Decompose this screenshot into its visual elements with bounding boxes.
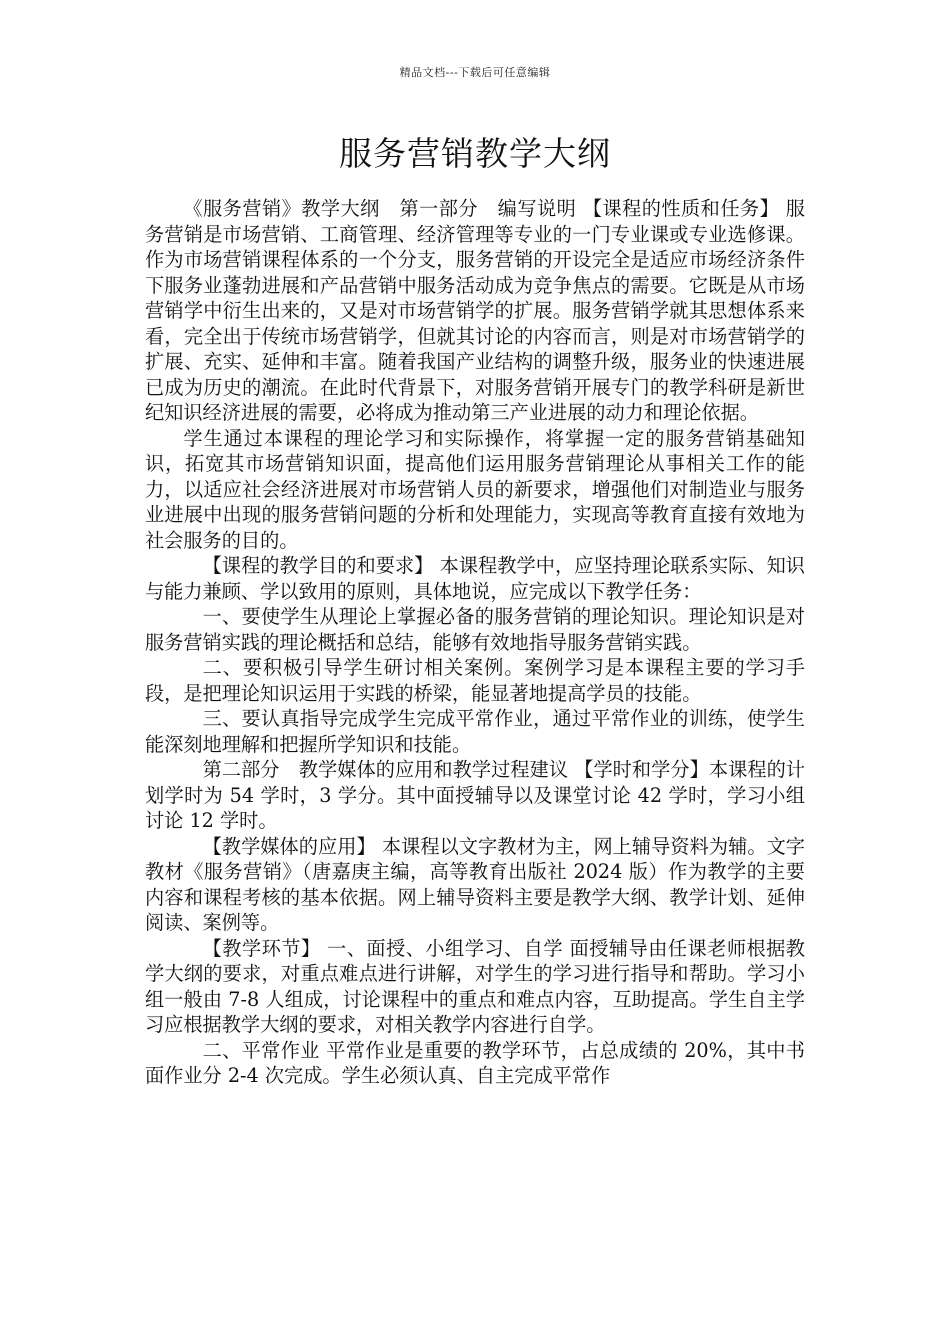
paragraph-teaching-media: 【教学媒体的应用】 本课程以文字教材为主，网上辅导资料为辅。文字教材《服务营销》（唐嘉庚主编，高等教育出版社 2024 版）作为教学的主要内容和课程考核的基本依据。网上辅导资料主要是教学大纲、教学计划、延伸阅读、案例等。 [145, 834, 805, 934]
paragraph-teaching-goals: 【课程的教学目的和要求】 本课程教学中，应坚持理论联系实际、知识与能力兼顾、学以致用的原则，具体地说，应完成以下教学任务： [145, 554, 805, 603]
document-title: 服务营销教学大纲 [339, 134, 611, 173]
paragraph-teaching-steps: 【教学环节】 一、面授、小组学习、自学 面授辅导由任课老师根据教学大纲的要求，对重点难点进行讲解，对学生的学习进行指导和帮助。学习小组一般由 7-8 人组成，讨论课程中的重点和难点内容，互助提高。学生自主学习应根据教学大纲的要求，对相关教学内容进行自学。 [145, 936, 805, 1036]
paragraph-goal-three: 三、要认真指导完成学生完成平常作业，通过平常作业的训练，使学生能深刻地理解和把握所学知识和技能。 [145, 707, 805, 756]
paragraph-goal-two: 二、要积极引导学生研讨相关案例。案例学习是本课程主要的学习手段，是把理论知识运用于实践的桥梁，能显著地提高学员的技能。 [145, 656, 805, 705]
document-body [145, 196, 805, 1089]
paragraph-learning-outcomes: 学生通过本课程的理论学习和实际操作，将掌握一定的服务营销基础知识，拓宽其市场营销知识面，提高他们运用服务营销理论从事相关工作的能力，以适应社会经济进展对市场营销人员的新要求，增强他们对制造业与服务业进展中出现的服务营销问题的分析和处理能力，实现高等教育直接有效地为社会服务的目的。 [145, 426, 805, 552]
paragraph-course-nature: 《服务营销》教学大纲 第一部分 编写说明 【课程的性质和任务】 服务营销是市场营销、工商管理、经济管理等专业的一门专业课或专业选修课。作为市场营销课程体系的一个分支，服务营销的开设完全是适应市场经济条件下服务业蓬勃进展和产品营销中服务活动成为竞争焦点的需要。它既是从市场营销学中衍生出来的，又是对市场营销学的扩展。服务营销学就其思想体系来看，完全出于传统市场营销学，但就其讨论的内容而言，则是对市场营销学的扩展、充实、延伸和丰富。随着我国产业结构的调整升级，服务业的快速进展已成为历史的潮流。在此时代背景下，对服务营销开展专门的教学科研是新世纪知识经济进展的需要，必将成为推动第三产业进展的动力和理论依据。 [145, 197, 805, 424]
header-note: 精品文档---下载后可任意编辑 [399, 66, 551, 79]
paragraph-homework: 二、平常作业 平常作业是重要的教学环节，占总成绩的 20%，其中书面作业分 2-4 次完成。学生必须认真、自主完成平常作 [145, 1038, 805, 1087]
paragraph-part-two-hours: 第二部分 教学媒体的应用和教学过程建议 【学时和学分】本课程的计划学时为 54 学时，3 学分。其中面授辅导以及课堂讨论 42 学时，学习小组讨论 12 学时。 [145, 758, 805, 832]
paragraph-goal-one: 一、要使学生从理论上掌握必备的服务营销的理论知识。理论知识是对服务营销实践的理论概括和总结，能够有效地指导服务营销实践。 [145, 605, 805, 654]
